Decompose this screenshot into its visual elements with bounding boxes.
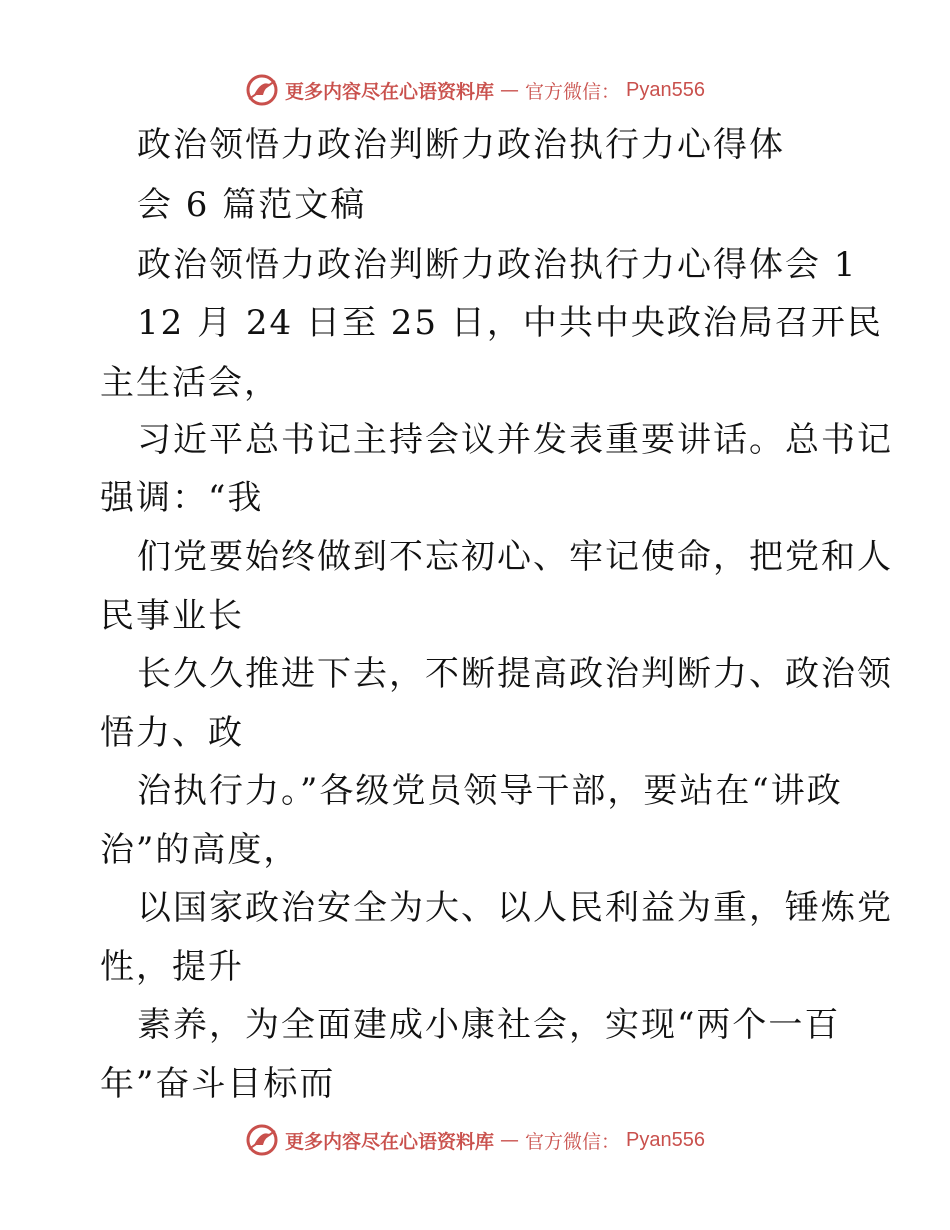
banner-wechat-id: Pyan556: [626, 78, 705, 101]
brand-logo-icon: [245, 1123, 279, 1157]
paragraph-line: 强调：“我: [100, 478, 264, 518]
banner-wechat-label: 官方微信：: [525, 80, 621, 103]
paragraph-line: 主生活会，: [100, 363, 280, 403]
banner-brand-text: 更多内容尽在心语资料库: [285, 80, 495, 103]
footer-banner: [0, 1120, 950, 1160]
paragraph-line: 治执行力。”各级党员领导干部，要站在“讲政: [137, 771, 843, 811]
paragraph-line: 民事业长: [100, 596, 244, 636]
paragraph-line: 们党要始终做到不忘初心、牢记使命，把党和人: [137, 537, 893, 577]
header-banner: [0, 70, 950, 110]
banner-wechat-id: Pyan556: [626, 1128, 705, 1151]
paragraph-line: 以国家政治安全为大、以人民利益为重，锤炼党: [137, 888, 893, 928]
paragraph-line: 12 月 24 日至 25 日，中共中央政治局召开民: [137, 303, 883, 343]
banner-separator: —: [500, 79, 520, 101]
document-title-line-1: 政治领悟力政治判断力政治执行力心得体: [137, 125, 785, 165]
document-title-line-2: 会 6 篇范文稿: [137, 185, 367, 225]
paragraph-line: 长久久推进下去，不断提高政治判断力、政治领: [137, 654, 893, 694]
banner-wechat-label: 官方微信：: [525, 1130, 621, 1153]
paragraph-line: 习近平总书记主持会议并发表重要讲话。总书记: [137, 420, 893, 460]
paragraph-line: 性，提升: [100, 947, 244, 987]
brand-logo-icon: [245, 73, 279, 107]
banner-brand-text: 更多内容尽在心语资料库: [285, 1130, 495, 1153]
paragraph-line: 年”奋斗目标而: [100, 1064, 336, 1104]
banner-separator: —: [500, 1129, 520, 1151]
paragraph-line: 素养，为全面建成小康社会，实现“两个一百: [137, 1005, 841, 1045]
document-subtitle: 政治领悟力政治判断力政治执行力心得体会 1: [137, 245, 858, 285]
paragraph-line: 治”的高度，: [100, 830, 300, 870]
paragraph-line: 悟力、政: [100, 713, 244, 753]
